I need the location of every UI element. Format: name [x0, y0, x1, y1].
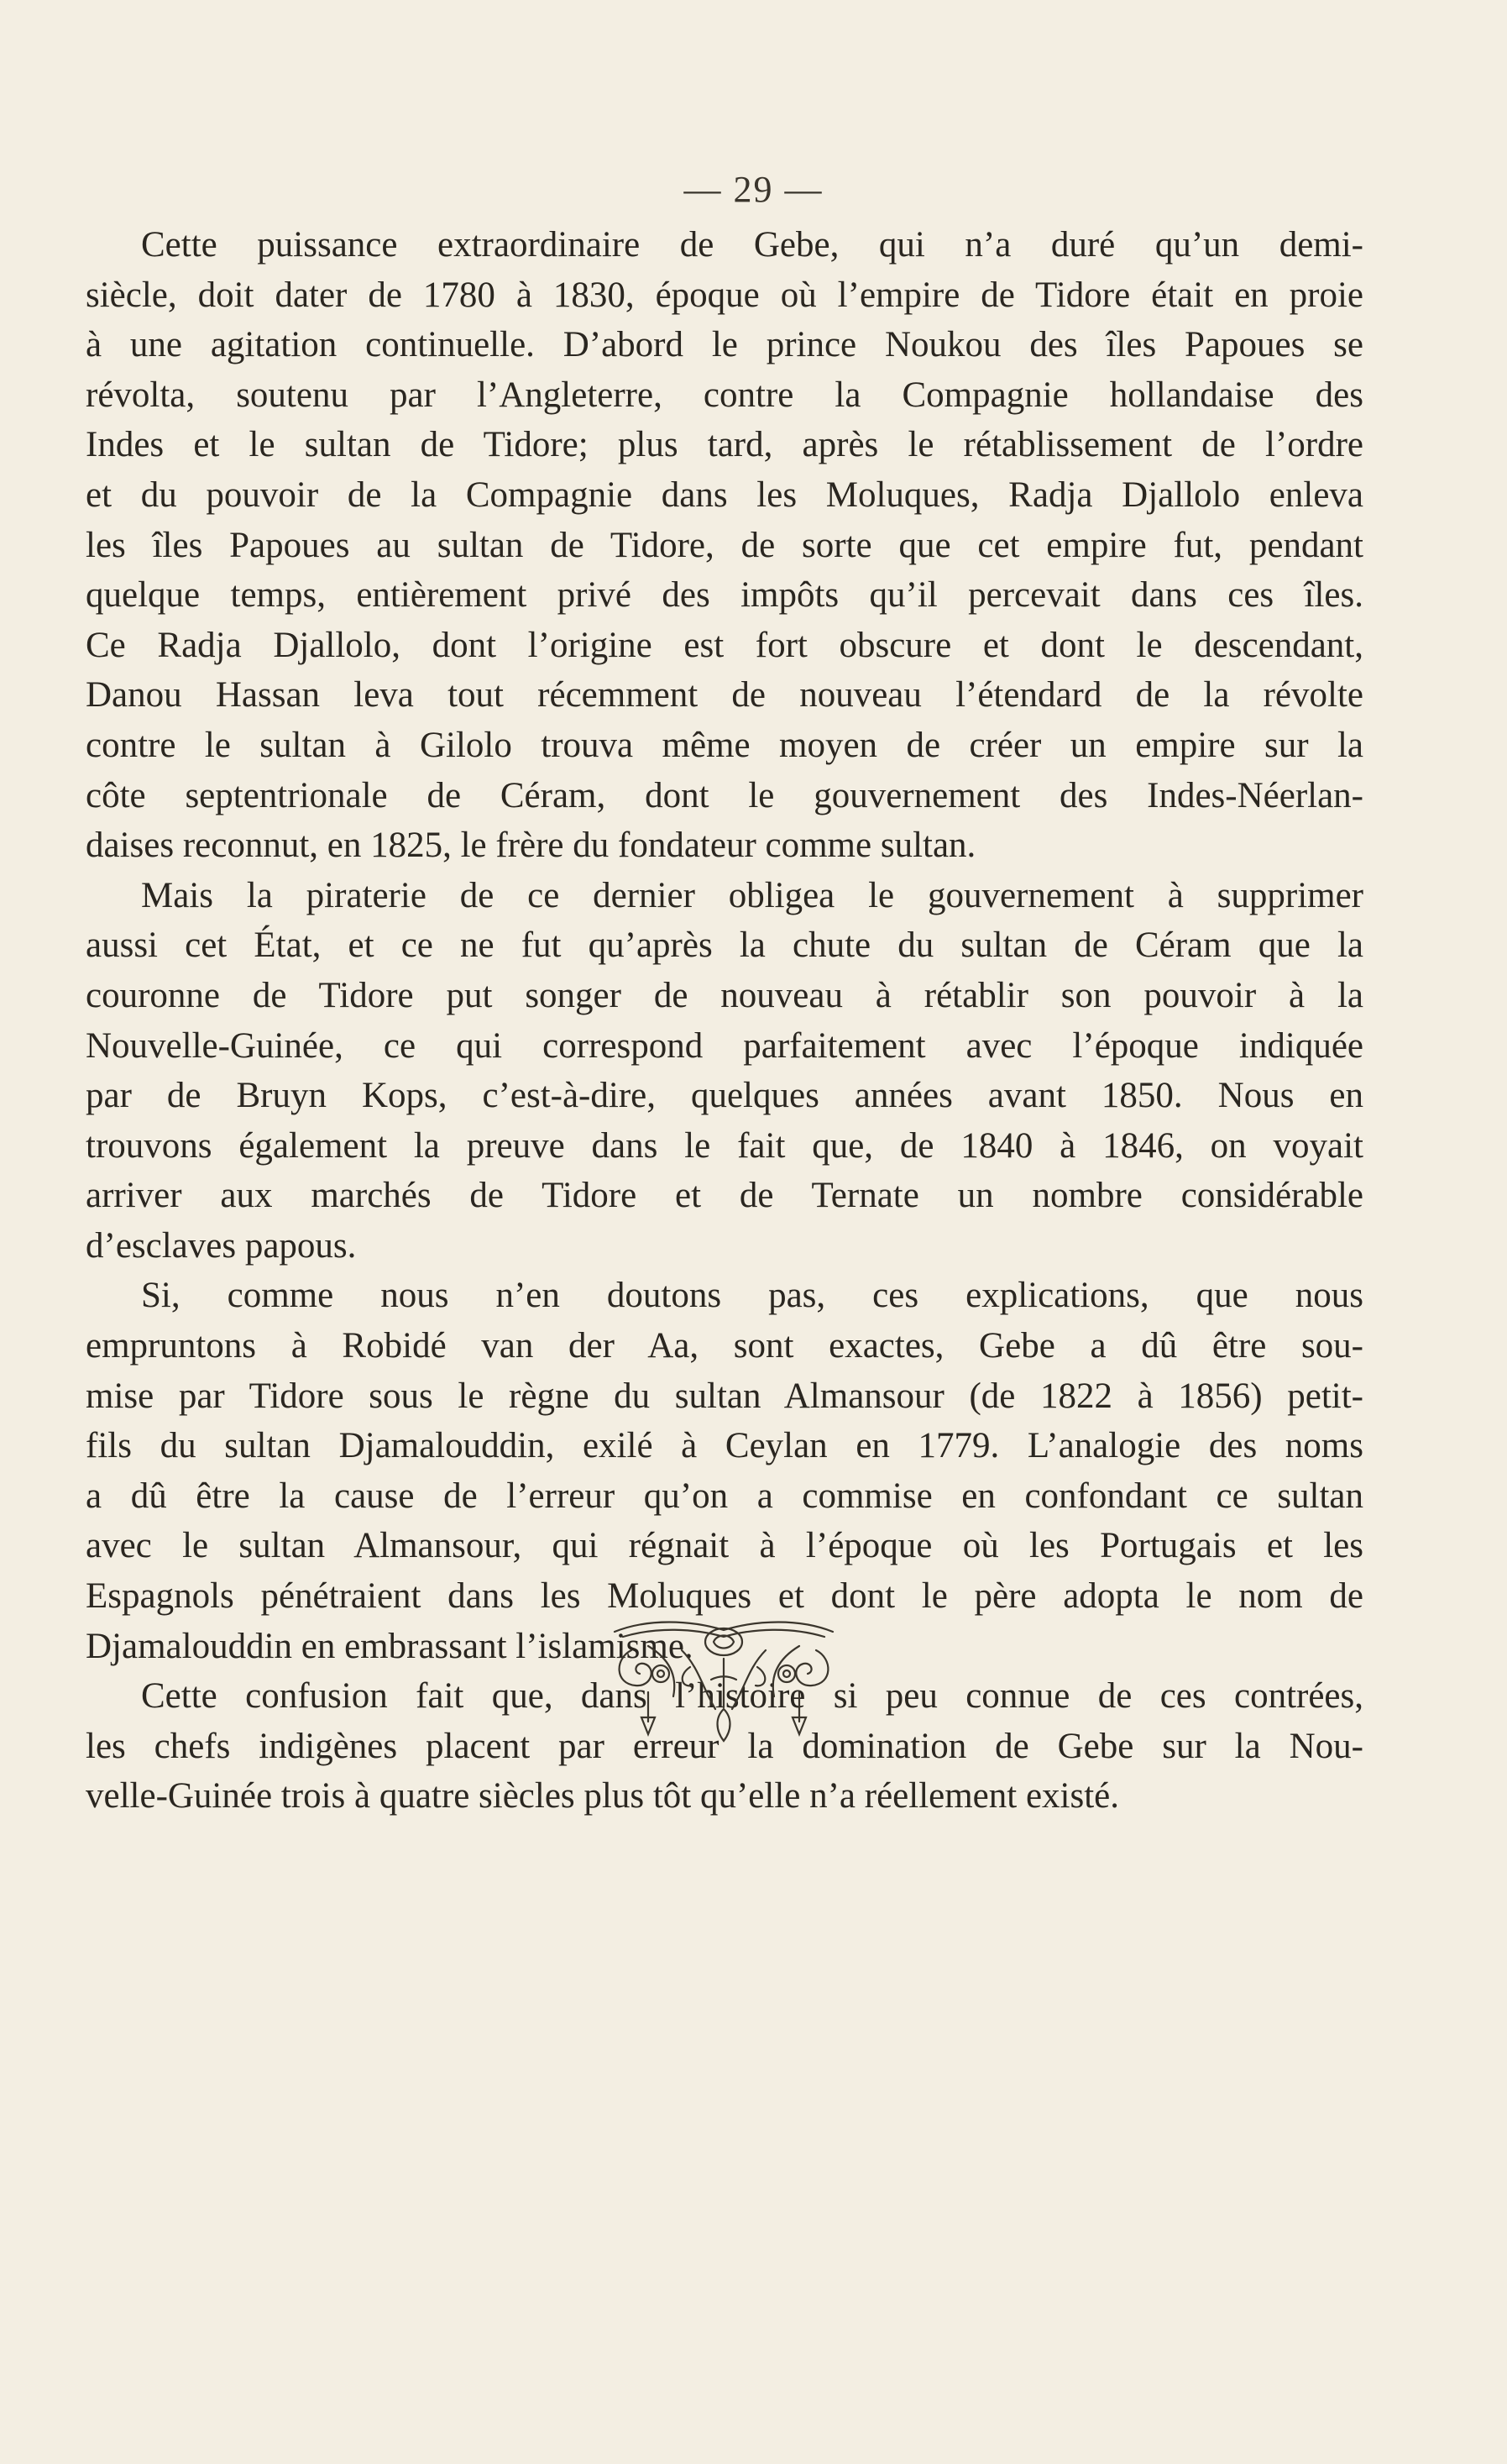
text-line: mise par Tidore sous le règne du sultan Almansour (de 1822 à 1856) petit- [86, 1376, 1363, 1416]
text-line: velle-Guinée trois à quatre siècles plus tôt qu’elle n’a réellement existé. [86, 1776, 1120, 1817]
text-line: avec le sultan Almansour, qui régnait à l’époque où les Portugais et les [86, 1526, 1363, 1566]
text-line: a dû être la cause de l’erreur qu’on a commise en confondant ce sultan [86, 1476, 1363, 1516]
text-line: à une agitation continuelle. D’abord le prince Noukou des îles Papoues se [86, 325, 1363, 365]
text-line: Nouvelle-Guinée, ce qui correspond parfaitement avec l’époque indiquée [86, 1025, 1363, 1066]
text-line: aussi cet État, et ce ne fut qu’après la chute du sultan de Céram que la [86, 925, 1363, 966]
text-line: Si, comme nous n’en doutons pas, ces explications, que nous [141, 1276, 1363, 1316]
text-line: Ce Radja Djallolo, dont l’origine est fort obscure et dont le descendant, [86, 625, 1363, 665]
text-line: daises reconnut, en 1825, le frère du fondateur comme sultan. [86, 826, 976, 866]
text-line: fils du sultan Djamalouddin, exilé à Ceylan en 1779. L’analogie des noms [86, 1426, 1363, 1466]
paragraph [86, 871, 1363, 1271]
floral-tailpiece-ornament-icon [598, 1608, 850, 1751]
page-number: — 29 — [683, 169, 824, 210]
text-line: siècle, doit dater de 1780 à 1830, époque où l’empire de Tidore était en proie [86, 275, 1363, 315]
text-line: Djamalouddin en embrassant l’islamisme. [86, 1626, 693, 1666]
text-line: Danou Hassan leva tout récemment de nouveau l’étendard de la révolte [86, 675, 1363, 716]
text-line: par de Bruyn Kops, c’est-à-dire, quelques années avant 1850. Nous en [86, 1076, 1363, 1116]
text-line: d’esclaves papous. [86, 1225, 357, 1266]
text-line: arriver aux marchés de Tidore et de Ternate un nombre considérable [86, 1176, 1363, 1216]
text-line: les îles Papoues au sultan de Tidore, de sorte que cet empire fut, pendant [86, 525, 1363, 565]
text-line: contre le sultan à Gilolo trouva même moyen de créer un empire sur la [86, 725, 1363, 765]
text-line: les chefs indigènes placent par erreur la domination de Gebe sur la Nou- [86, 1726, 1363, 1766]
text-line: quelque temps, entièrement privé des impôts qu’il percevait dans ces îles. [86, 575, 1363, 616]
text-line: Indes et le sultan de Tidore; plus tard, après le rétablissement de l’ordre [86, 425, 1363, 465]
text-line: empruntons à Robidé van der Aa, sont exactes, Gebe a dû être sou- [86, 1326, 1363, 1366]
text-line: trouvons également la preuve dans le fait que, de 1840 à 1846, on voyait [86, 1125, 1363, 1166]
text-line: Espagnols pénétraient dans les Moluques et dont le père adopta le nom de [86, 1576, 1363, 1617]
text-line: révolta, soutenu par l’Angleterre, contre la Compagnie hollandaise des [86, 375, 1363, 415]
text-line: et du pouvoir de la Compagnie dans les Moluques, Radja Djallolo enleva [86, 474, 1363, 515]
text-line: couronne de Tidore put songer de nouveau à rétablir son pouvoir à la [86, 975, 1363, 1015]
body-text [86, 220, 1363, 1822]
text-line: Mais la piraterie de ce dernier obligea le gouvernement à supprimer [141, 875, 1363, 915]
text-line: côte septentrionale de Céram, dont le gouvernement des Indes-Néerlan- [86, 775, 1363, 815]
text-line: Cette confusion fait que, dans l’histoire si peu connue de ces contrées, [141, 1676, 1363, 1717]
text-line: Cette puissance extraordinaire de Gebe, qui n’a duré qu’un demi- [141, 225, 1363, 265]
paragraph [86, 220, 1363, 871]
